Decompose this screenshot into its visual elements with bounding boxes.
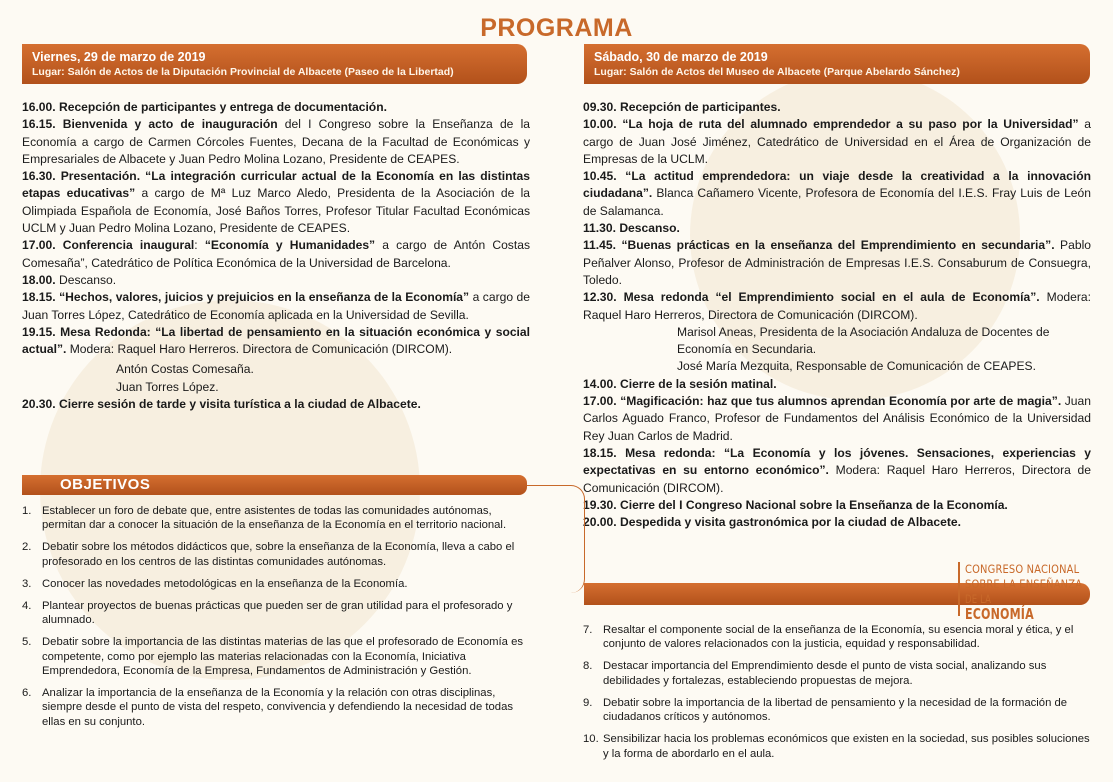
connector-line [527, 485, 585, 593]
program-item: 10.00. “La hoja de ruta del alumnado emprendedor a su paso por la Universidad” a cargo de Juan José Jiménez, Catedrático de Universidad en el Área de Organización de Empresas de la UCLM. [583, 117, 1091, 166]
program-item: 09.30. Recepción de participantes. [583, 100, 781, 114]
objetivo-number: 6. [22, 687, 32, 700]
program-item: 16.00. Recepción de participantes y entrega de documentación. [22, 100, 387, 114]
objetivo-number: 5. [22, 636, 32, 649]
logo-line: DE LA ECONOMÍA [965, 592, 1034, 623]
objetivo-text: Analizar la importancia de la enseñanza de la Economía y la relación con otras disciplinas, siempre desde el punto de vista del respeto, convivencia y defendiendo la necesidad de todas ellas en su conjunto. [42, 687, 514, 728]
objetivo-number: 9. [583, 696, 593, 709]
objetivo-text: Establecer un foro de debate que, entre asistentes de todas las comunidades autónomas, permitan dar a conocer la situación de la enseñanza de la Economía en el territorio nacional. [42, 505, 507, 532]
program-item: 19.15. Mesa Redonda: “La libertad de pensamiento en la situación económica y social actual”. Modera: Raquel Haro Herreros. Directora de Comunicación (DIRCOM). [22, 324, 530, 357]
objetivo-item [583, 659, 1091, 688]
program-item: 20.00. Despedida y visita gastronómica por la ciudad de Albacete. [583, 515, 961, 530]
friday-date: Viernes, 29 de marzo de 2019 [32, 50, 206, 64]
objetivos-list-right [583, 623, 1091, 769]
objetivo-item [22, 540, 530, 569]
saturday-program [583, 99, 1091, 531]
panelist: José María Mezquita, Responsable de Comunicación de CEAPES. [677, 359, 1036, 374]
panelist: Juan Torres López. [116, 379, 219, 394]
objetivo-item [583, 623, 1091, 652]
objetivo-number: 4. [22, 599, 32, 612]
friday-program [22, 99, 530, 413]
objetivo-number: 1. [22, 505, 32, 517]
program-item: 14.00. Cierre de la sesión matinal. [583, 376, 777, 391]
logo-line: SOBRE LA ENSEÑANZA [965, 577, 1083, 591]
program-item: 16.15. Bienvenida y acto de inauguración del I Congreso sobre la Enseñanza de la Economía a cargo de Carmen Córcoles Fuentes, Decana de la Facultad de Económicas y Empresariales de Albacete y Juan Pedro Molina Lozano, Presidente de CEAPES. [22, 117, 530, 166]
logo-line: CONGRESO NACIONAL [965, 562, 1080, 576]
objetivos-heading: OBJETIVOS [60, 476, 151, 493]
objetivo-text: Debatir sobre los métodos didácticos que, sobre la enseñanza de la Economía, lleva a cabo el profesorado en los centros de las distintas comunidades autónomas. [42, 541, 515, 568]
program-item: 10.45. “La actitud emprendedora: un viaje desde la creatividad a la innovación ciudadana”. Blanca Cañamero Vicente, Profesora de Economía del I.E.S. Fray Luis de León de Salamanca. [583, 169, 1091, 218]
friday-venue: Lugar: Salón de Actos de la Diputación Provincial de Albacete (Paseo de la Libertad) [32, 66, 454, 78]
objetivo-item [22, 577, 530, 591]
program-item: 20.30. Cierre sesión de tarde y visita turística a la ciudad de Albacete. [22, 397, 421, 412]
objetivo-item [22, 504, 530, 533]
objetivo-text: Debatir sobre la importancia de la libertad de pensamiento y la necesidad de la formación de ciudadanos críticos y autónomos. [603, 696, 1068, 724]
saturday-venue: Lugar: Salón de Actos del Museo de Albacete (Parque Abelardo Sánchez) [594, 66, 960, 78]
objetivo-item [22, 635, 530, 678]
program-item: 18.15. “Hechos, valores, juicios y prejuicios en la enseñanza de la Economía” a cargo de Juan Torres López, Catedrático de Economía aplicada en la Universidad de Sevilla. [22, 290, 530, 322]
objetivo-text: Debatir sobre la importancia de las distintas materias de las que el profesorado de Economía es competente, como por ejemplo las materias relacionadas con la Economía, Iniciativa Emprendedora, Economía de la Empresa, Fundamentos de Administración y Gestión. [42, 636, 524, 678]
objetivos-header [22, 475, 527, 495]
objetivo-text: Destacar importancia del Emprendimiento desde el punto de vista social, analizando sus debilidades y fortalezas, estableciendo propuestas de mejora. [603, 660, 1047, 687]
program-item: 18.15. Mesa redonda: “La Economía y los jóvenes. Sensaciones, experiencias y expectativas en su entorno económico”. Modera: Raquel Haro Herreros, Directora de Comunicación (DIRCOM). [583, 445, 1091, 495]
program-item: 17.00. “Magificación: haz que tus alumnos aprendan Economía por arte de magia”. Juan Carlos Aguado Franco, Profesor de Fundamentos del Análisis Económico de la Universidad Rey Juan Carlos de Madrid. [583, 394, 1091, 443]
program-item: 12.30. Mesa redonda “el Emprendimiento social en el aula de Economía”. Modera: Raquel Haro Herreros, Directora de Comunicación (DIRCOM). [583, 290, 1091, 322]
panelist: Antón Costas Comesaña. [116, 362, 254, 377]
objetivo-item [22, 686, 530, 729]
program-item: 11.30. Descanso. [583, 221, 680, 236]
program-item: 18.00. Descanso. [22, 272, 117, 287]
objetivo-text: Plantear proyectos de buenas prácticas que pueden ser de gran utilidad para el profesorado y alumnado. [42, 599, 513, 627]
congress-logo [958, 562, 1093, 623]
objetivo-text: Sensibilizar hacia los problemas económicos que existen en la sociedad, sus posibles soluciones y la forma de abordarlo en el aula. [603, 733, 1090, 760]
friday-header [22, 44, 527, 84]
objetivo-number: 7. [583, 624, 593, 636]
objetivo-number: 3. [22, 577, 32, 590]
saturday-header [584, 44, 1090, 84]
objetivo-number: 2. [22, 541, 32, 554]
objetivo-text: Conocer las novedades metodológicas en la enseñanza de la Economía. [42, 577, 408, 590]
objetivo-item [583, 696, 1091, 725]
objetivo-text: Resaltar el componente social de la enseñanza de la Economía, su esencia moral y ética, y el conjunto de valores relacionados con la justicia, equidad y responsabilidad. [603, 624, 1074, 651]
page-title: PROGRAMA [480, 14, 633, 42]
objetivo-number: 8. [583, 660, 593, 673]
saturday-date: Sábado, 30 de marzo de 2019 [594, 50, 768, 64]
program-item: 17.00. Conferencia inaugural: “Economía y Humanidades” a cargo de Antón Costas Comesaña”, Catedrático de Política Económica de la Universidad de Barcelona. [22, 238, 530, 270]
objetivos-list-left [22, 504, 530, 737]
program-item: 19.30. Cierre del I Congreso Nacional sobre la Enseñanza de la Economía. [583, 497, 1008, 512]
program-item: 16.30. Presentación. “La integración curricular actual de la Economía en las distintas etapas educativas” a cargo de Mª Luz Marco Aledo, Presidenta de la Asociación de la Olimpiada Española de Economía, José Baños Torres, Profesor Titular Facultad Económicas UCLM y Juan Pedro Molina Lozano, Presidente de CEAPES. [22, 169, 530, 236]
objetivo-item [22, 599, 530, 628]
program-item: 11.45. “Buenas prácticas en la enseñanza del Emprendimiento en secundaria”. Pablo Peñalver Alonso, Profesor de Administración de Empresas I.E.S. Consaburum de Consuegra, Toledo. [583, 238, 1091, 287]
objetivo-number: 10. [583, 733, 599, 746]
objetivo-item [583, 732, 1091, 761]
panelist: Marisol Aneas, Presidenta de la Asociación Andaluza de Docentes de Economía en Secundaria. [677, 324, 1050, 357]
